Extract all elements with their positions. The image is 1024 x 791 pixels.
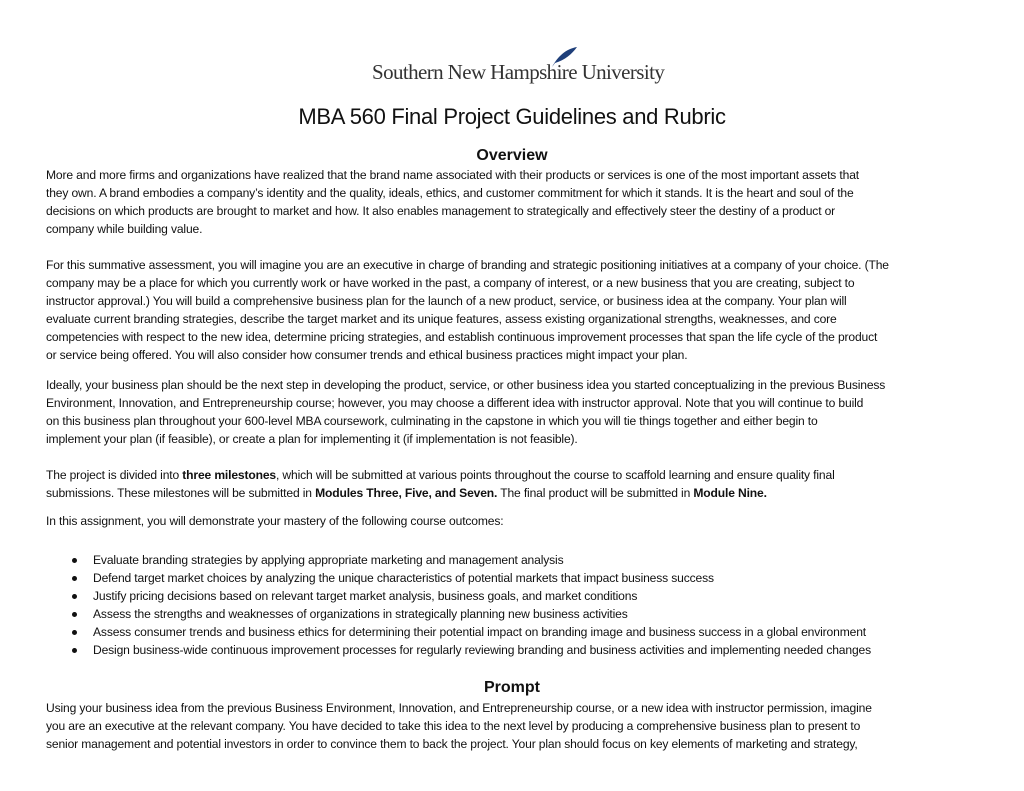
text-line	[46, 394, 885, 412]
text-span: on this business plan throughout your 600-level MBA coursework, culminating in the capstone in which you will tie things together and either begin to	[46, 414, 818, 428]
text-line	[46, 328, 889, 346]
text-line	[46, 484, 835, 502]
outcome-text: Assess consumer trends and business ethics for determining their potential impact on branding image and business success in a global environment	[93, 625, 866, 639]
list-item	[70, 587, 871, 605]
text-line	[46, 430, 885, 448]
text-span: instructor approval.) You will build a comprehensive business plan for the launch of a new product, service, or business idea at the company. Your plan will	[46, 294, 847, 308]
text-span: competencies with respect to the new idea, determine pricing strategies, and establish continuous improvement processes that span the life cycle of the product	[46, 330, 878, 344]
text-span: company may be a place for which you currently work or have worked in the past, a company of interest, or a new business that you are creating, subject to	[46, 276, 855, 290]
course-outcomes-list	[70, 551, 871, 659]
outcome-text: Design business-wide continuous improvement processes for regularly reviewing branding and business activities and implementing needed changes	[93, 643, 872, 657]
logo-text: Southern New Hampshire University	[372, 60, 665, 84]
text-line	[46, 202, 859, 220]
outcome-text: Assess the strengths and weaknesses of organizations in strategically planning new business activities	[93, 607, 628, 621]
bullet-icon	[72, 594, 77, 599]
prompt-heading: Prompt	[484, 679, 540, 696]
text-span: The project is divided into	[46, 468, 183, 482]
bold-text: Modules Three, Five, and Seven.	[315, 486, 498, 500]
list-item	[70, 641, 871, 659]
text-line	[46, 166, 859, 184]
text-span: Environment, Innovation, and Entrepreneurship course; however, you may choose a different idea with instructor approval. Note that you will continue to build	[46, 396, 864, 410]
leaf-icon	[550, 46, 578, 68]
university-logo	[372, 46, 665, 91]
text-line	[46, 699, 872, 717]
overview-paragraph-3	[46, 376, 885, 448]
outcome-text: Justify pricing decisions based on relevant target market analysis, business goals, and market conditions	[93, 589, 638, 603]
milestones-paragraph	[46, 466, 835, 502]
prompt-paragraph-1	[46, 699, 872, 753]
list-item	[70, 551, 871, 569]
outcome-text: Defend target market choices by analyzing the unique characteristics of potential markets that impact business success	[93, 571, 714, 585]
text-span: implement your plan (if feasible), or create a plan for implementing it (if implementation is not feasible).	[46, 432, 578, 446]
text-line	[46, 412, 885, 430]
bold-text: three milestones	[182, 468, 277, 482]
overview-paragraph-2	[46, 256, 889, 364]
text-line	[46, 310, 889, 328]
text-span: Using your business idea from the previous Business Environment, Innovation, and Entrepreneurship course, or a new idea with instructor permission, imagine	[46, 701, 872, 715]
bullet-icon	[72, 558, 77, 563]
text-span: senior management and potential investors in order to convince them to back the project. Your plan should focus on key elements of marketing and strategy,	[46, 737, 858, 751]
text-span: evaluate current branding strategies, describe the target market and its unique features, assess existing organizational strengths, weaknesses, and core	[46, 312, 837, 326]
text-span: decisions on which products are brought to market and how. It also enables management to strategically and effectively steer the destiny of a product or	[46, 204, 836, 218]
text-line	[46, 735, 872, 753]
text-span: or service being offered. You will also consider how consumer trends and ethical business practices might impact your plan.	[46, 348, 688, 362]
overview-heading: Overview	[476, 147, 548, 164]
bold-text: Module Nine.	[693, 486, 767, 500]
text-span: , which will be submitted at various points throughout the course to scaffold learning and ensure quality final	[276, 468, 835, 482]
text-line	[46, 292, 889, 310]
text-line	[46, 274, 889, 292]
outcomes-intro	[46, 512, 503, 530]
list-item	[70, 569, 871, 587]
list-item	[70, 605, 871, 623]
text-line	[46, 466, 835, 484]
text-span: Ideally, your business plan should be the next step in developing the product, service, or other business idea you started conceptualizing in the previous Business	[46, 378, 886, 392]
overview-paragraph-1	[46, 166, 859, 238]
bullet-icon	[72, 648, 77, 653]
text-span: you are an executive at the relevant company. You have decided to take this idea to the next level by producing a comprehensive business plan to present to	[46, 719, 861, 733]
page-title: MBA 560 Final Project Guidelines and Rubric	[298, 104, 726, 129]
text-span: More and more firms and organizations have realized that the brand name associated with their products or services is one of the most important assets that	[46, 168, 859, 182]
bullet-icon	[72, 630, 77, 635]
list-item	[70, 623, 871, 641]
text-span: In this assignment, you will demonstrate your mastery of the following course outcomes:	[46, 514, 504, 528]
text-span: For this summative assessment, you will imagine you are an executive in charge of branding and strategic positioning initiatives at a company of your choice. (The	[46, 258, 889, 272]
outcome-text: Evaluate branding strategies by applying appropriate marketing and management analysis	[93, 553, 564, 567]
text-span: The final product will be submitted in	[497, 486, 694, 500]
text-span: company while building value.	[46, 222, 203, 236]
text-line	[46, 346, 889, 364]
text-line	[46, 376, 885, 394]
bullet-icon	[72, 612, 77, 617]
text-line	[46, 220, 859, 238]
text-span: they own. A brand embodies a company’s identity and the quality, ideals, ethics, and customer commitment for which it stands. It is the heart and soul of the	[46, 186, 854, 200]
text-line	[46, 512, 503, 530]
text-span: submissions. These milestones will be submitted in	[46, 486, 316, 500]
text-line	[46, 256, 889, 274]
bullet-icon	[72, 576, 77, 581]
text-line	[46, 184, 859, 202]
text-line	[46, 717, 872, 735]
